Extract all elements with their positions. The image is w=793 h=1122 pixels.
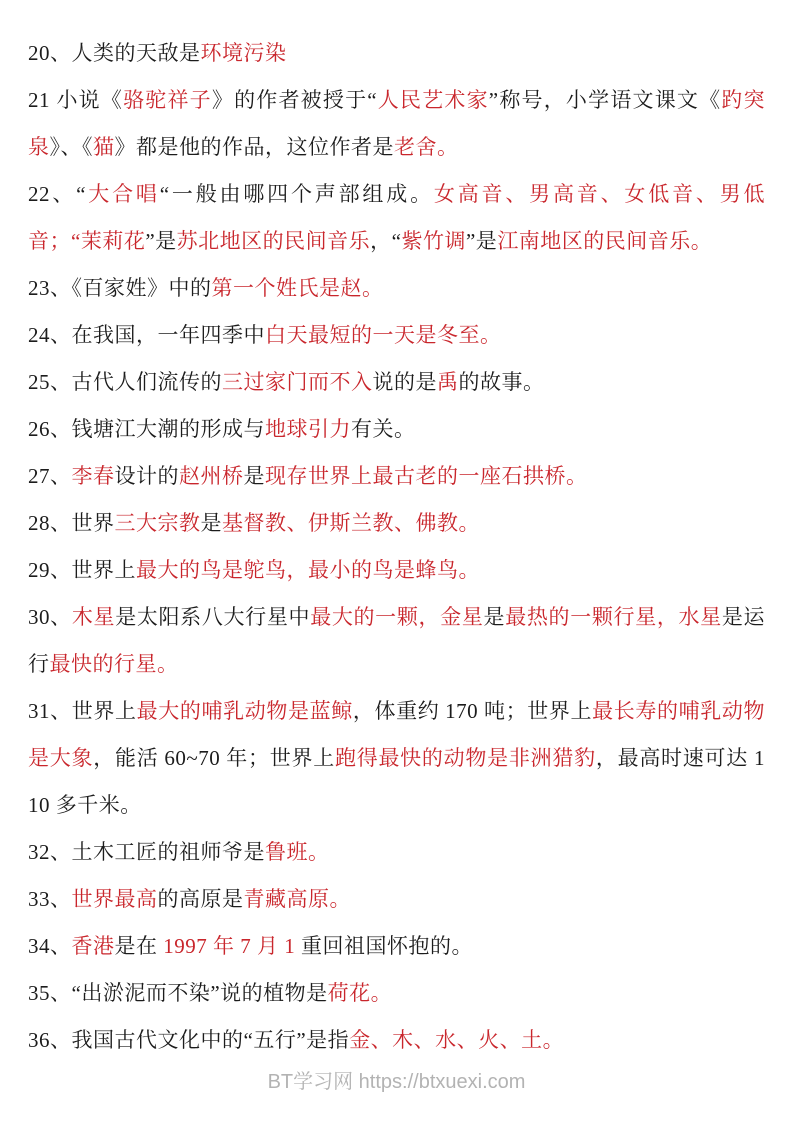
question-text: 36、我国古代文化中的“五行”是指 — [28, 1028, 350, 1052]
question-text: 的故事。 — [458, 370, 545, 394]
answer-highlight: 禹 — [437, 370, 459, 394]
answer-highlight: 最大的鸟是鸵鸟，最小的鸟是蜂鸟。 — [136, 558, 480, 582]
question-text: 25、古代人们流传的 — [28, 370, 222, 394]
question-item-30 — [28, 594, 765, 688]
question-text: 设计的 — [114, 464, 179, 488]
answer-highlight: 现存世界上最古老的一座石拱桥。 — [265, 464, 588, 488]
answer-highlight: 最大的一颗，金星 — [310, 605, 484, 629]
answer-highlight: 金、木、水、火、土。 — [349, 1028, 565, 1052]
question-text: 是运行 — [28, 605, 766, 676]
question-text: 35、“出淤泥而不染”说的植物是 — [28, 981, 328, 1005]
question-text: 23、《百家姓》中的 — [28, 276, 212, 300]
question-text: 是太阳系八大行星中 — [115, 605, 311, 629]
answer-highlight: 木星 — [71, 605, 116, 629]
answer-highlight: 三大宗教 — [114, 511, 201, 535]
question-text: ，体重约 170 吨；世界上 — [352, 699, 593, 723]
question-text: 》都是他的作品，这位作者是 — [114, 135, 394, 159]
question-text: 是 — [483, 605, 506, 629]
question-item-36 — [28, 1017, 765, 1064]
answer-highlight: 猫 — [93, 135, 115, 159]
answer-highlight: 环境污染 — [200, 41, 287, 65]
answer-highlight: 人民艺术家 — [377, 88, 489, 112]
answer-highlight: 江南地区的民间音乐。 — [497, 229, 713, 253]
question-item-25 — [28, 359, 765, 406]
answer-highlight: 1997 年 7 月 1 — [163, 934, 301, 958]
watermark — [0, 1065, 793, 1094]
question-item-33 — [28, 876, 765, 923]
answer-highlight: 最大的哺乳动物是蓝鲸 — [136, 699, 353, 723]
answer-highlight: 李春 — [71, 464, 115, 488]
answer-highlight: 跑得最快的动物是非洲猎豹 — [334, 746, 596, 770]
question-text: 27、 — [28, 464, 72, 488]
answer-highlight: 鲁班。 — [265, 840, 330, 864]
answer-highlight: 赵州桥 — [179, 464, 244, 488]
answer-highlight: 最热的一颗行星，水星 — [505, 605, 722, 629]
question-item-20 — [28, 30, 765, 77]
question-text: 说的是 — [372, 370, 437, 394]
question-text: ”是 — [145, 229, 177, 253]
question-item-22 — [28, 171, 765, 265]
question-text: 32、土木工匠的祖师爷是 — [28, 840, 265, 864]
question-item-35 — [28, 970, 765, 1017]
question-text: 28、世界 — [28, 511, 115, 535]
question-text: 重回祖国怀抱的。 — [301, 934, 473, 958]
question-item-32 — [28, 829, 765, 876]
question-text: ”是 — [465, 229, 498, 253]
question-text: 33、 — [28, 887, 72, 911]
question-text: 26、钱塘江大潮的形成与 — [28, 417, 265, 441]
answer-highlight: 最长寿的哺乳动物是大象 — [28, 699, 766, 770]
question-text: 是在 — [114, 934, 164, 958]
answer-highlight: 苏北地区的民间音乐 — [176, 229, 371, 253]
answer-highlight: 荷花。 — [327, 981, 393, 1005]
answer-highlight: 紫竹调 — [401, 229, 466, 253]
question-list — [28, 30, 765, 1064]
answer-highlight: 最快的行星。 — [49, 652, 179, 676]
question-item-21 — [28, 77, 765, 171]
question-text: ”称号，小学语文课文《 — [488, 88, 722, 112]
question-text: 31、世界上 — [28, 699, 137, 723]
question-item-34 — [28, 923, 765, 970]
question-item-28 — [28, 500, 765, 547]
question-text: 是 — [200, 511, 222, 535]
answer-highlight: 趵突泉 — [28, 88, 766, 159]
question-item-29 — [28, 547, 765, 594]
question-text: “一般由哪四个声部组成。 — [159, 182, 434, 206]
question-text: 29、世界上 — [28, 558, 136, 582]
question-text: 21 小说《 — [28, 88, 124, 112]
question-item-23 — [28, 265, 765, 312]
question-text: 22、“ — [28, 182, 86, 206]
question-text: 34、 — [28, 934, 72, 958]
question-text: 》的作者被授于“ — [211, 88, 378, 112]
answer-highlight: 第一个姓氏是赵。 — [211, 276, 384, 300]
answer-highlight: 骆驼祥子 — [123, 88, 212, 112]
watermark-text: BT学习网 https://btxuexi.com — [267, 1071, 526, 1093]
question-text: 是 — [243, 464, 265, 488]
question-text: 20、人类的天敌是 — [28, 41, 201, 65]
answer-highlight: 大合唱 — [85, 182, 160, 206]
answer-highlight: 白天最短的一天是冬至。 — [265, 323, 502, 347]
question-text: ，能活 60~70 年；世界上 — [93, 746, 335, 770]
question-text: 的高原是 — [157, 887, 244, 911]
question-text: 》、《 — [49, 135, 93, 159]
question-text: 30、 — [28, 605, 72, 629]
question-item-26 — [28, 406, 765, 453]
answer-highlight: 基督教、伊斯兰教、佛教。 — [222, 511, 480, 535]
answer-highlight: 地球引力 — [265, 417, 351, 441]
answer-highlight: 老舍。 — [394, 135, 459, 159]
answer-highlight: 世界最高 — [71, 887, 158, 911]
question-text: 24、在我国，一年四季中 — [28, 323, 265, 347]
answer-highlight: 三过家门而不入 — [222, 370, 373, 394]
question-item-27 — [28, 453, 765, 500]
answer-highlight: 香港 — [71, 934, 115, 958]
answer-highlight: 女高音、男高音、女低音、男低音；“茉莉花 — [28, 182, 766, 253]
question-item-24 — [28, 312, 765, 359]
answer-highlight: 青藏高原。 — [243, 887, 351, 911]
question-text: 有关。 — [351, 417, 416, 441]
question-item-31 — [28, 688, 765, 829]
question-text: ，最高时速可达 110 多千米。 — [28, 746, 766, 817]
question-text: ，“ — [370, 229, 402, 253]
